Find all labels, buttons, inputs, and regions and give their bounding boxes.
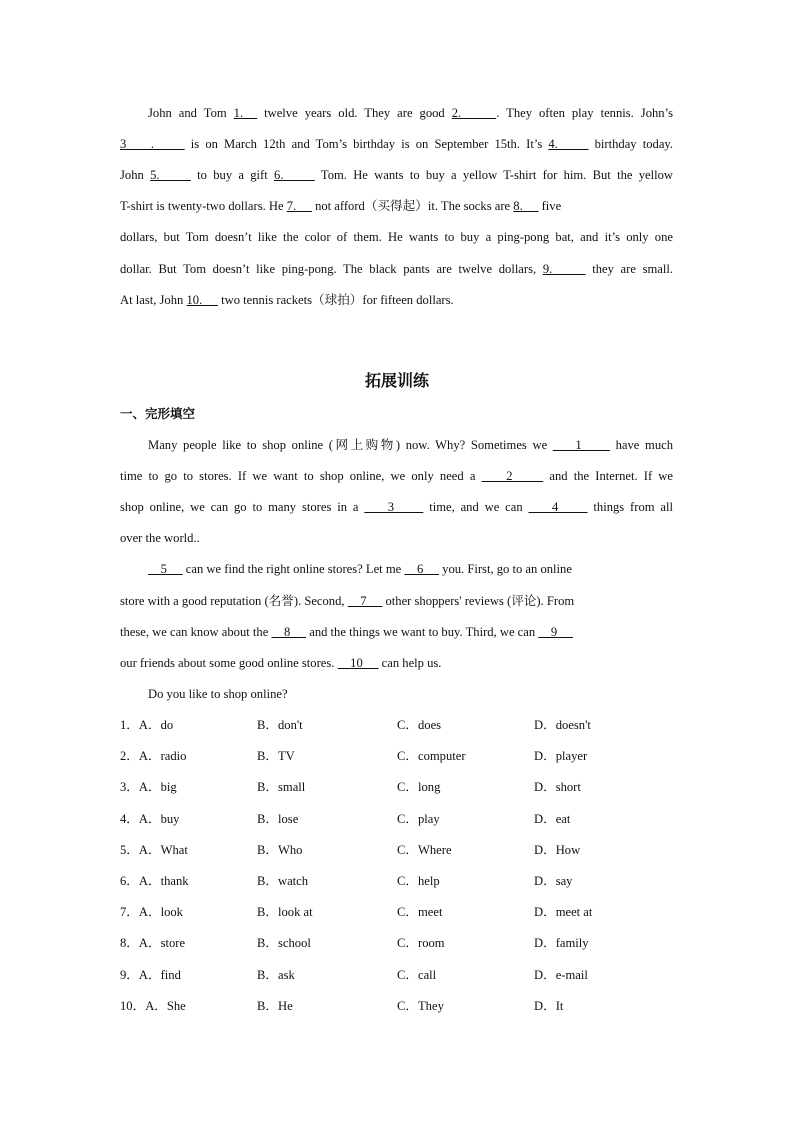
- option-choice[interactable]: B．school: [257, 936, 311, 951]
- text-segment: time, and we can: [423, 500, 529, 515]
- text-segment: is on March 12th and Tom’s birthday is on September 15th. It’s: [184, 137, 549, 152]
- text-line: [120, 561, 673, 577]
- text-segment: things from all: [587, 500, 673, 515]
- answer-blank[interactable]: 3 .: [120, 137, 185, 152]
- answer-blank[interactable]: 1.: [233, 106, 258, 120]
- text-segment: they are small.: [585, 261, 674, 276]
- text-line: [120, 530, 673, 546]
- option-choice[interactable]: C．call: [397, 967, 437, 982]
- option-choice[interactable]: D．say: [534, 874, 573, 888]
- text-segment: . They often play tennis. John’s: [496, 106, 673, 120]
- option-choice[interactable]: D．short: [534, 780, 581, 795]
- option-choice[interactable]: B．Who: [257, 842, 303, 857]
- cloze-heading: 一、完形填空: [120, 406, 196, 421]
- answer-blank[interactable]: 2: [481, 469, 544, 484]
- text-segment: these, we can know about the: [120, 624, 272, 639]
- text-line: [120, 261, 673, 277]
- text-line: [120, 499, 673, 515]
- section-title: 拓展训练: [364, 371, 429, 390]
- text-segment: store with a good reputation (名誉). Second,: [120, 593, 348, 608]
- answer-blank[interactable]: 5.: [150, 168, 191, 183]
- option-choice[interactable]: 9．A．find: [120, 967, 181, 982]
- option-choice[interactable]: 6．A．thank: [120, 874, 189, 888]
- answer-blank[interactable]: 8.: [513, 199, 539, 214]
- text-segment: have much: [609, 438, 674, 452]
- text-segment: can we find the right online stores? Let me: [182, 562, 405, 577]
- text-line: [120, 136, 673, 152]
- option-choice[interactable]: 4．A．buy: [120, 811, 180, 826]
- text-segment: At last, John: [120, 292, 187, 307]
- text-segment: and the things we want to buy. Third, we can: [306, 624, 539, 639]
- option-choice[interactable]: C．play: [397, 811, 440, 826]
- option-choice[interactable]: C．long: [397, 780, 441, 795]
- text-line: [120, 105, 673, 121]
- text-segment: Many people like to shop online (网上购物) now. Why? Sometimes we: [148, 438, 553, 452]
- option-choice[interactable]: C．does: [397, 718, 442, 732]
- answer-blank[interactable]: 2.: [451, 106, 497, 120]
- option-choice[interactable]: C．meet: [397, 905, 443, 920]
- answer-blank[interactable]: 7: [347, 593, 383, 608]
- option-choice[interactable]: D．player: [534, 749, 588, 764]
- option-choice[interactable]: 1．A．do: [120, 718, 174, 732]
- text-line: [120, 686, 673, 702]
- answer-blank[interactable]: 10.: [186, 292, 218, 307]
- option-choice[interactable]: B．look at: [257, 905, 313, 920]
- option-choice[interactable]: D．eat: [534, 811, 571, 826]
- option-choice[interactable]: C．room: [397, 936, 445, 951]
- text-segment: other shoppers' reviews (评论). From: [382, 593, 575, 608]
- text-segment: shop online, we can go to many stores in a: [120, 500, 365, 515]
- text-segment: Do you like to shop online?: [148, 686, 288, 701]
- option-choice[interactable]: B．He: [257, 998, 293, 1013]
- option-choice[interactable]: D．It: [534, 998, 564, 1013]
- option-choice[interactable]: D．family: [534, 936, 589, 951]
- text-segment: you. First, go to an online: [439, 562, 572, 577]
- option-choice[interactable]: D．meet at: [534, 905, 593, 920]
- text-segment: dollars, but Tom doesn’t like the color of them. He wants to buy a ping-pong bat, and it’s only one: [120, 230, 673, 245]
- option-choice[interactable]: D．e-mail: [534, 967, 588, 982]
- text-line: [120, 167, 673, 183]
- text-line: [120, 593, 673, 609]
- text-segment: can help us.: [378, 655, 442, 670]
- text-segment: time to go to stores. If we want to shop online, we only need a: [120, 469, 482, 484]
- option-choice[interactable]: 5．A．What: [120, 842, 188, 857]
- answer-blank[interactable]: 8: [271, 624, 307, 639]
- text-segment: dollar. But Tom doesn’t like ping-pong. The black pants are twelve dollars,: [120, 261, 543, 276]
- text-segment: over the world..: [120, 531, 200, 546]
- option-choice[interactable]: B．lose: [257, 811, 299, 826]
- text-segment: and the Internet. If we: [543, 469, 673, 484]
- option-choice[interactable]: B．small: [257, 780, 306, 795]
- text-line: [120, 655, 673, 671]
- text-segment: John: [120, 168, 151, 183]
- answer-blank[interactable]: 6.: [274, 168, 315, 183]
- text-line: [120, 198, 673, 214]
- answer-blank[interactable]: 9.: [542, 261, 586, 276]
- text-line: [120, 292, 673, 308]
- answer-blank[interactable]: 10: [337, 655, 379, 670]
- option-choice[interactable]: C．Where: [397, 842, 452, 857]
- text-segment: birthday today.: [588, 137, 674, 152]
- option-choice[interactable]: D．doesn't: [534, 718, 591, 732]
- option-choice[interactable]: 2．A．radio: [120, 749, 187, 764]
- text-segment: five: [538, 199, 562, 214]
- answer-blank[interactable]: 4.: [548, 137, 589, 152]
- text-line: [120, 468, 673, 484]
- option-choice[interactable]: 8．A．store: [120, 936, 186, 951]
- text-segment: not afford（买得起）it. The socks are: [311, 199, 514, 214]
- text-line: [120, 437, 673, 453]
- option-choice[interactable]: B．TV: [257, 749, 295, 764]
- option-choice[interactable]: C．computer: [397, 749, 466, 764]
- option-choice[interactable]: B．watch: [257, 874, 309, 888]
- option-choice[interactable]: C．help: [397, 874, 440, 888]
- option-choice[interactable]: 7．A．look: [120, 905, 183, 920]
- option-choice[interactable]: B．ask: [257, 967, 295, 982]
- text-segment: Tom. He wants to buy a yellow T-shirt for him. But the yellow: [314, 168, 674, 183]
- answer-blank[interactable]: 4: [528, 500, 588, 515]
- text-segment: our friends about some good online stores.: [120, 655, 338, 670]
- text-segment: twelve years old. They are good: [257, 106, 452, 120]
- answer-blank[interactable]: 7.: [286, 199, 312, 214]
- text-segment: John and Tom: [148, 106, 234, 120]
- text-line: [120, 229, 673, 245]
- answer-blank[interactable]: 9: [538, 624, 573, 639]
- answer-blank[interactable]: 3: [364, 500, 424, 515]
- text-segment: T-shirt is twenty-two dollars. He: [120, 199, 287, 214]
- answer-blank[interactable]: 6: [404, 562, 440, 577]
- text-segment: two tennis rackets（球拍）for fifteen dollars.: [217, 292, 454, 307]
- answer-blank[interactable]: 5: [148, 562, 183, 577]
- text-line: [120, 624, 673, 640]
- option-choice[interactable]: B．don't: [257, 718, 303, 732]
- option-choice[interactable]: 10．A．She: [120, 998, 186, 1013]
- answer-blank[interactable]: 1: [552, 438, 610, 452]
- text-segment: to buy a gift: [190, 168, 275, 183]
- option-choice[interactable]: D．How: [534, 842, 581, 857]
- option-choice[interactable]: C．They: [397, 998, 444, 1013]
- option-choice[interactable]: 3．A．big: [120, 780, 177, 795]
